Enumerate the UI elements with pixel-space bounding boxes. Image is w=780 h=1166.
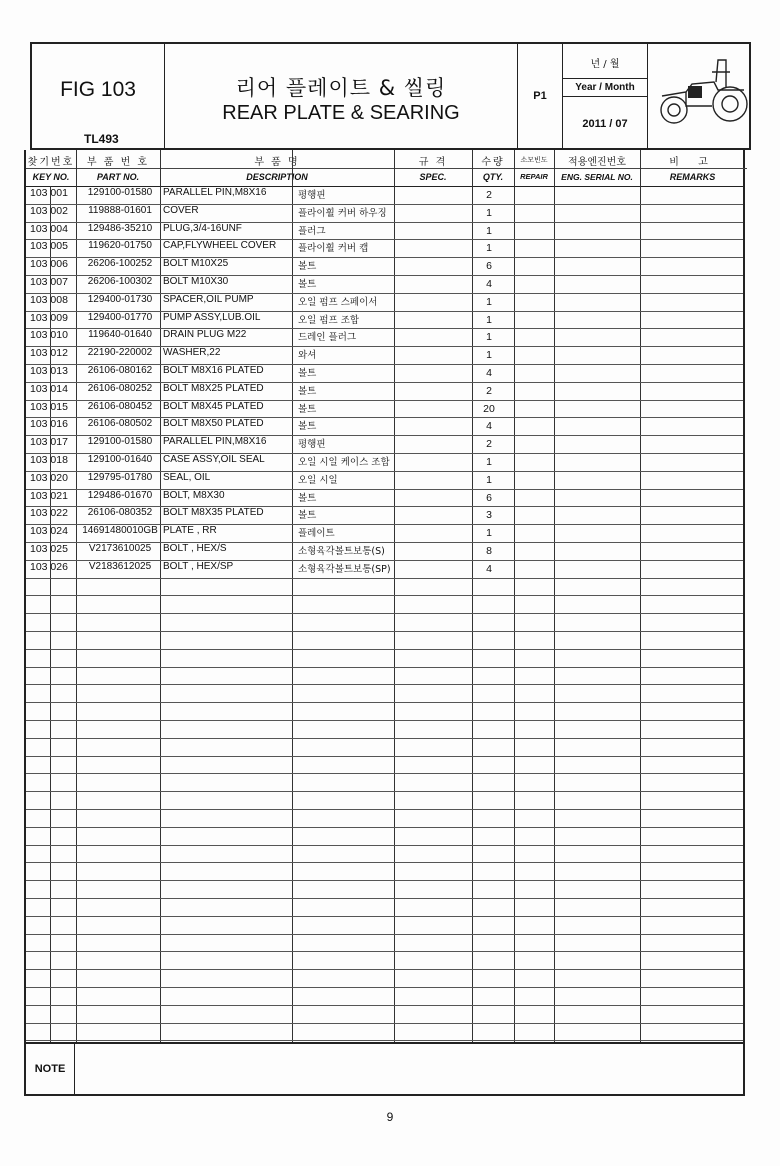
key-no-cell: 103 012 [30,347,68,360]
description-cell: BOLT M8X45 PLATED [163,400,264,412]
quantity-cell: 2 [486,384,492,397]
quantity-cell: 1 [486,206,492,219]
table-row [26,328,743,346]
col-desc-ko: 부 품 명 [254,157,300,168]
figure-box [32,44,165,148]
row-line [26,720,743,721]
part-no-cell: 119620-01750 [88,240,152,252]
table-row [26,275,743,293]
description-korean-cell: 볼트 [298,492,317,504]
table-row [26,239,743,257]
table-row [26,435,743,453]
row-line [26,756,743,757]
key-no-cell: 103 020 [30,471,68,484]
description-korean-cell: 평행핀 [298,190,326,201]
figure-number: FIG 103 [60,78,136,101]
description-cell: WASHER,22 [163,347,221,359]
key-no-cell: 103 005 [30,240,68,253]
table-row [26,382,743,400]
table-row [26,293,743,311]
row-line [26,1005,743,1006]
row-line [26,827,743,828]
quantity-cell: 1 [486,527,492,540]
key-no-cell: 103 017 [30,436,68,449]
description-korean-cell: 오일 시일 [298,474,338,486]
table-row [26,489,743,507]
row-line [26,649,743,650]
part-no-cell: 26106-080162 [87,365,153,376]
row-line [26,684,743,685]
part-no-cell: 26206-100302 [87,276,153,287]
key-no-cell: 103 024 [30,525,68,538]
row-line [26,773,743,774]
description-cell: BOLT , HEX/S [163,543,227,554]
key-no-cell: 103 025 [30,543,68,555]
note-label: NOTE [26,1044,75,1094]
part-no-cell: 26106-080452 [87,400,153,412]
row-line [26,738,743,739]
key-no-cell: 103 021 [30,489,68,502]
col-remarks-en: REMARKS [669,172,716,182]
quantity-cell: 4 [486,278,492,290]
row-line [26,987,743,988]
row-line [26,969,743,970]
row-line [26,934,743,935]
description-korean-cell: 볼트 [298,403,317,415]
key-no-cell: 103 007 [30,276,68,288]
description-cell: SEAL, OIL [163,471,211,483]
description-korean-cell: 평행핀 [298,439,326,451]
quantity-cell: 1 [486,242,492,255]
table-row [26,222,743,240]
table-row [26,506,743,524]
description-korean-cell: 소형육각볼트보통(S) [298,546,385,557]
description-cell: PARALLEL PIN,M8X16 [163,187,267,198]
row-line [26,809,743,810]
table-row [26,560,743,578]
key-no-cell: 103 006 [30,258,68,271]
quantity-cell: 1 [486,349,492,362]
table-row [26,400,743,418]
part-no-cell: 129100-01580 [87,436,153,448]
description-cell: BOLT M10X30 [163,276,229,287]
row-line [26,862,743,863]
part-no-cell: 129486-35210 [87,222,153,234]
part-no-cell: V2183612025 [88,560,152,572]
quantity-cell: 4 [486,562,492,575]
quantity-cell: 1 [486,295,492,308]
description-cell: BOLT M8X25 PLATED [163,382,264,394]
key-no-cell: 103 022 [30,507,68,520]
quantity-cell: 2 [486,189,492,201]
part-no-cell: 119640-01640 [88,329,152,341]
row-line [26,578,743,579]
description-cell: BOLT M8X16 PLATED [163,365,264,376]
description-korean-cell: 오일 펌프 조합 [298,314,360,326]
quantity-cell: 8 [486,545,492,557]
key-no-cell: 103 026 [30,560,68,573]
row-line [26,667,743,668]
description-korean-cell: 플러그 [298,225,326,237]
description-cell: PLUG,3/4-16UNF [163,222,242,234]
title-korean: 리어 플레이트 & 씰링 [235,76,447,100]
table-row [26,542,743,560]
quantity-cell: 4 [486,420,492,433]
note-box [24,1042,745,1096]
key-no-cell: 103 009 [30,311,68,324]
description-korean-cell: 볼트 [298,261,317,273]
header-divider [26,168,747,169]
description-cell: BOLT, M8X30 [163,489,225,501]
table-row [26,364,743,382]
table-row [26,417,743,435]
col-repair-ko: 소모빈도 [520,156,548,164]
col-repair-en: REPAIR [520,172,548,181]
row-line [26,595,743,596]
part-no-cell: 26106-080352 [87,507,153,519]
part-no-cell: 129486-01670 [87,489,153,501]
description-korean-cell: 와셔 [298,350,317,362]
part-no-cell: V2173610025 [88,543,152,554]
col-part-en: PART NO. [96,172,140,182]
part-no-cell: 129100-01640 [87,454,153,465]
key-no-cell: 103 016 [30,418,68,431]
row-line [26,791,743,792]
quantity-cell: 6 [486,491,492,504]
description-cell: BOLT M8X50 PLATED [163,418,264,430]
table-row [26,186,743,204]
description-korean-cell: 플레이트 [298,528,335,540]
date-box [563,44,648,148]
description-korean-cell: 오일 시일 케이스 조합 [298,457,390,468]
col-remarks-ko: 비 고 [669,157,716,168]
description-cell: PUMP ASSY,LUB.OIL [163,311,261,323]
quantity-cell: 3 [486,509,492,522]
table-row [26,471,743,489]
part-no-cell: 26106-080252 [87,382,153,394]
table-row [26,524,743,542]
model-name: TL493 [84,132,119,146]
date-divider [563,78,647,79]
table-row [26,453,743,471]
part-no-cell: 129100-01580 [87,187,153,198]
table-row [26,311,743,329]
description-korean-cell: 플라이휠 커버 하우징 [298,207,387,219]
description-cell: BOLT M8X35 PLATED [163,507,264,519]
row-line [26,702,743,703]
quantity-cell: 1 [486,313,492,326]
col-qty-en: QTY. [482,172,504,182]
quantity-cell: 1 [486,224,492,237]
description-korean-cell: 볼트 [298,368,317,379]
date-label: Year / Month [563,82,647,97]
row-line [26,916,743,917]
description-cell: PLATE , RR [163,525,217,537]
description-korean-cell: 볼트 [298,421,317,433]
description-cell: DRAIN PLUG M22 [163,329,247,341]
col-part-ko: 부 품 번 호 [86,157,150,168]
part-no-cell: 26206-100252 [87,258,153,270]
quantity-cell: 2 [486,438,492,451]
key-no-cell: 103 015 [30,400,68,413]
quantity-cell: 6 [486,260,492,273]
col-key-ko: 찾기번호 [27,157,75,168]
description-cell: BOLT , HEX/SP [163,560,234,572]
key-no-cell: 103 010 [30,329,68,342]
row-line [26,1023,743,1024]
row-line [26,845,743,846]
description-cell: PARALLEL PIN,M8X16 [163,436,267,448]
quantity-cell: 1 [486,331,492,344]
part-no-cell: 26106-080502 [87,418,153,430]
description-korean-cell: 소형육각볼트보통(SP) [298,563,391,575]
description-korean-cell: 볼트 [298,510,317,522]
key-no-cell: 103 002 [30,204,68,217]
parts-table [24,150,745,1042]
page-number: 9 [386,1110,394,1124]
title-box [165,44,518,148]
quantity-cell: 1 [486,473,492,486]
col-key-en: KEY NO. [32,172,70,182]
col-serial-ko: 적용엔진번호 [568,157,626,168]
part-no-cell: 129400-01770 [87,311,153,323]
description-cell: COVER [163,204,199,216]
quantity-cell: 4 [486,367,492,379]
table-row [26,204,743,222]
key-no-cell: 103 001 [30,187,68,199]
description-cell: CASE ASSY,OIL SEAL [163,454,265,465]
date-label-korean: 년 / 월 [590,59,620,70]
col-serial-en: ENG. SERIAL NO. [561,172,633,182]
description-cell: CAP,FLYWHEEL COVER [163,240,277,252]
row-line [26,631,743,632]
description-korean-cell: 플라이휠 커버 캡 [298,243,369,255]
part-no-cell: 129795-01780 [87,471,153,483]
description-korean-cell: 볼트 [298,385,317,397]
description-cell: SPACER,OIL PUMP [163,293,254,305]
row-line [26,898,743,899]
col-spec-ko: 규 격 [418,157,448,168]
part-no-cell: 14691480010GB [82,525,158,537]
description-korean-cell: 볼트 [298,279,317,290]
quantity-cell: 1 [486,456,492,468]
key-no-cell: 103 013 [30,365,68,377]
key-no-cell: 103 018 [30,454,68,466]
row-line [26,951,743,952]
col-qty-ko: 수량 [481,157,505,168]
col-desc-en: DESCRIPTION [246,172,308,182]
description-cell: BOLT M10X25 [163,258,229,270]
key-no-cell: 103 008 [30,293,68,306]
quantity-cell: 20 [483,402,495,415]
table-column-headers [26,150,743,187]
catalog-header [30,42,751,150]
table-row [26,257,743,275]
page-code: P1 [518,44,563,148]
part-no-cell: 129400-01730 [87,293,153,305]
date-value: 2011 / 07 [582,118,628,130]
description-korean-cell: 오일 펌프 스페이서 [298,296,378,308]
row-line [26,613,743,614]
table-row [26,346,743,364]
description-korean-cell: 드레인 플러그 [298,332,357,344]
col-spec-en: SPEC. [419,172,447,182]
title-english: REAR PLATE & SEARING [222,102,460,124]
part-no-cell: 22190-220002 [87,347,153,359]
row-line [26,880,743,881]
key-no-cell: 103 014 [30,382,68,395]
key-no-cell: 103 004 [30,222,68,235]
tractor-image-box [648,44,749,148]
part-no-cell: 119888-01601 [88,204,152,216]
tractor-icon [656,52,748,138]
